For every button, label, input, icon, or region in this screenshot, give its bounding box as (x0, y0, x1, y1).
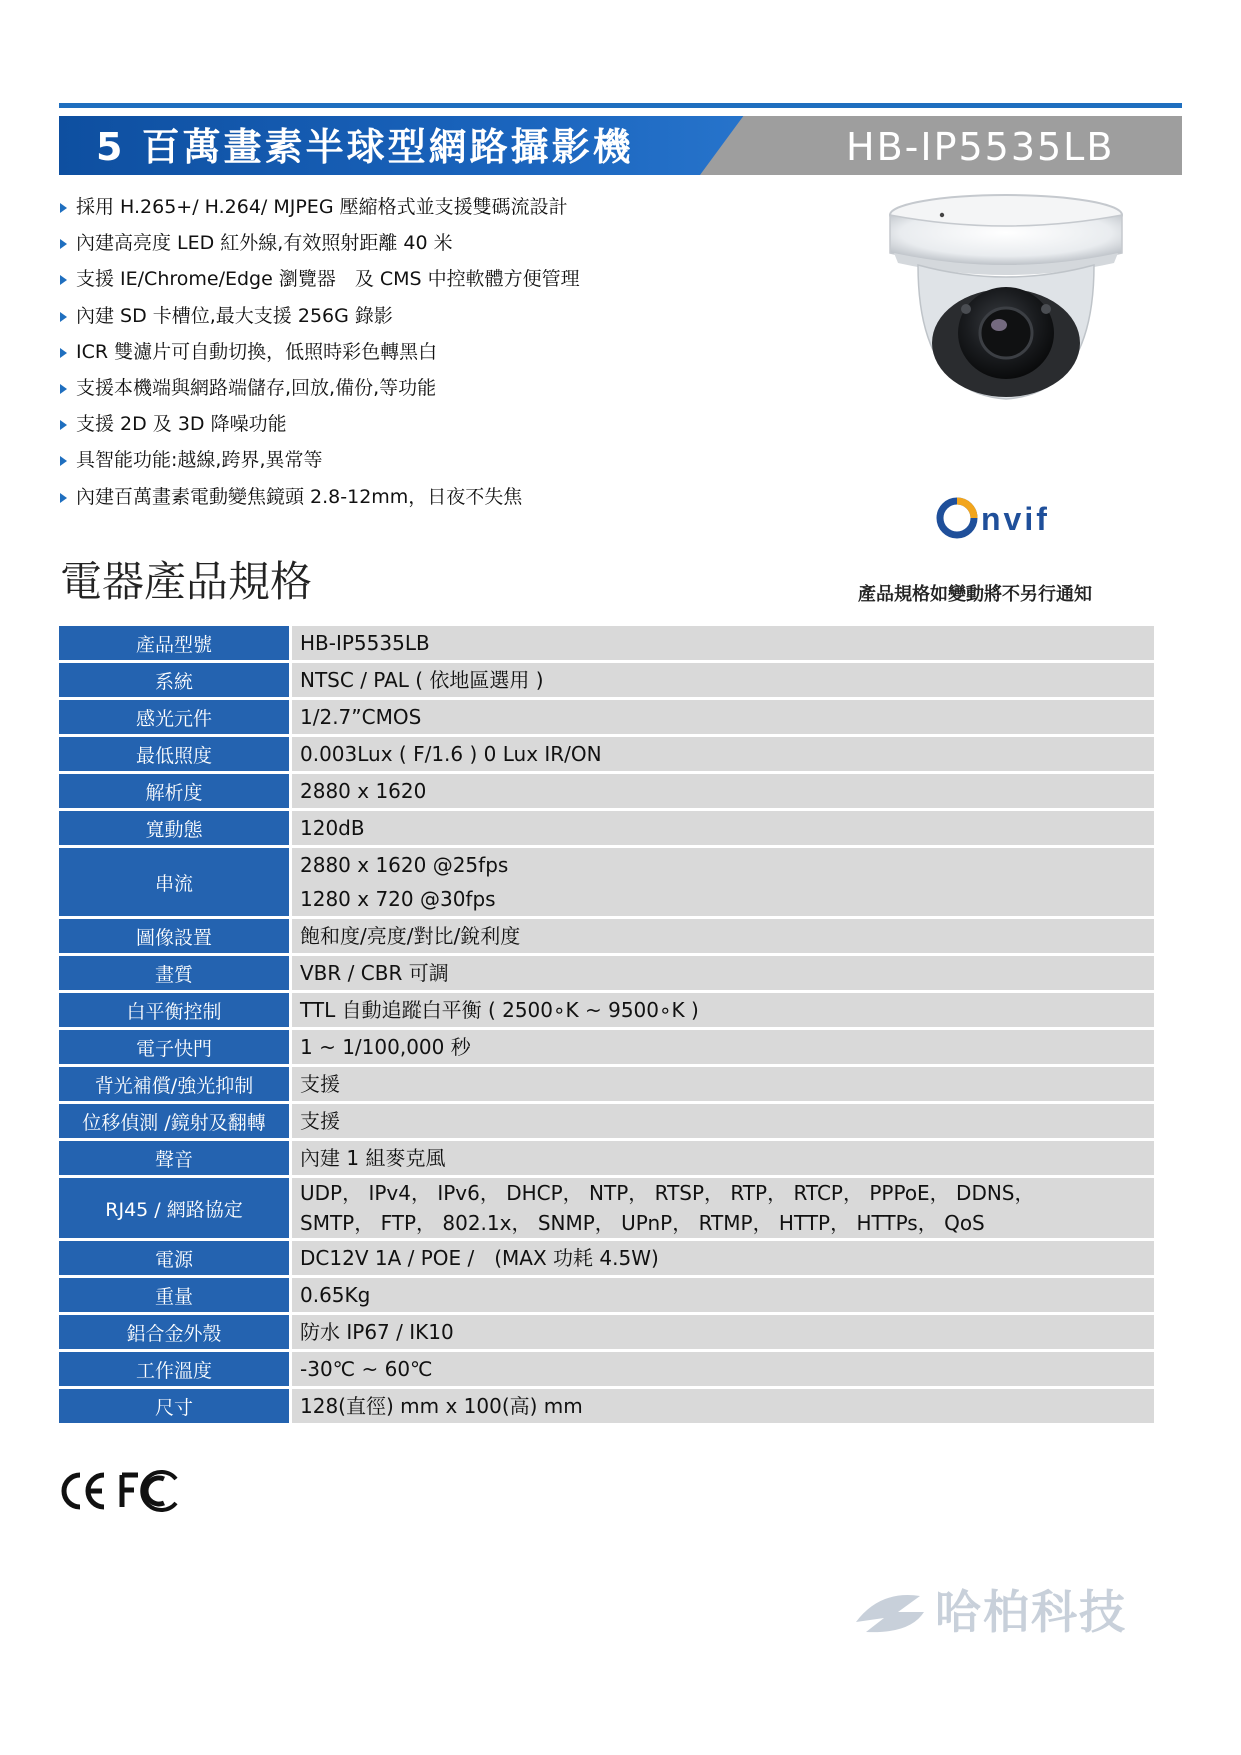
spec-value-line: VBR / CBR 可調 (300, 961, 449, 985)
spec-value-line: TTL 自動追蹤白平衡 ( 2500∘K ~ 9500∘K ) (300, 998, 699, 1022)
spec-value (292, 1278, 1154, 1312)
spec-value (292, 993, 1154, 1027)
spec-row (59, 1141, 1154, 1175)
spec-value (292, 1104, 1154, 1138)
spec-label: 重量 (59, 1278, 292, 1312)
feature-item (60, 406, 860, 442)
spec-row (59, 737, 1154, 771)
spec-value-line: 120dB (300, 816, 365, 840)
bullet-arrow-icon (60, 456, 67, 466)
feature-text: 支援 IE/Chrome/Edge 瀏覽器 及 CMS 中控軟體方便管理 (76, 268, 580, 291)
spec-row (59, 1178, 1154, 1238)
certification-logos (58, 1469, 183, 1513)
spec-value-line: 2880 x 1620 @25fps (300, 853, 509, 877)
feature-text: 內建 SD 卡槽位,最大支援 256G 錄影 (76, 304, 393, 327)
feature-text: 採用 H.265+/ H.264/ MJPEG 壓縮格式並支援雙碼流設計 (76, 196, 568, 218)
spec-row (59, 1315, 1154, 1349)
spec-row (59, 700, 1154, 734)
feature-item (60, 225, 860, 261)
bullet-arrow-icon (60, 384, 67, 394)
spec-row (59, 1241, 1154, 1275)
spec-row (59, 1352, 1154, 1386)
bullet-arrow-icon (60, 239, 67, 249)
spec-section-title: 電器產品規格 (60, 557, 313, 606)
svg-text:nvif: nvif (981, 501, 1050, 537)
spec-label: 感光元件 (59, 700, 292, 734)
spec-label: 工作溫度 (59, 1352, 292, 1386)
spec-change-notice: 產品規格如變動將不另行通知 (858, 584, 1092, 605)
spec-value-line: UDP， IPv4， IPv6， DHCP， NTP， RTSP， RTP， RTCP， PPPoE， DDNS， (300, 1181, 1035, 1205)
spec-value-line: 2880 x 1620 (300, 779, 427, 803)
spec-value (292, 700, 1154, 734)
spec-label: 寬動態 (59, 811, 292, 845)
spec-row (59, 1067, 1154, 1101)
spec-value-line: DC12V 1A / POE / (MAX 功耗 4.5W) (300, 1246, 659, 1270)
bullet-arrow-icon (60, 312, 67, 322)
feature-list (60, 189, 860, 515)
spec-row (59, 1389, 1154, 1423)
spec-value (292, 1067, 1154, 1101)
bullet-arrow-icon (60, 348, 67, 358)
spec-value-line: 1/2.7”CMOS (300, 705, 422, 729)
bullet-arrow-icon (60, 203, 67, 213)
feature-item (60, 189, 860, 225)
spec-value-line: 防水 IP67 / IK10 (300, 1320, 454, 1344)
bullet-arrow-icon (60, 493, 67, 503)
spec-value (292, 1030, 1154, 1064)
spec-label: 電源 (59, 1241, 292, 1275)
feature-item (60, 261, 860, 297)
spec-row (59, 993, 1154, 1027)
bullet-arrow-icon (60, 275, 67, 285)
spec-row (59, 811, 1154, 845)
spec-row (59, 919, 1154, 953)
fcc-mark-icon (122, 1472, 176, 1510)
spec-label: 圖像設置 (59, 919, 292, 953)
company-watermark-text: 哈柏科技 (935, 1585, 1127, 1639)
spec-label: 畫質 (59, 956, 292, 990)
feature-item (60, 370, 860, 406)
feature-text: 內建百萬畫素電動變焦鏡頭 2.8-12mm，日夜不失焦 (76, 485, 523, 508)
spec-value-line: 支援 (300, 1072, 340, 1096)
header-top-stripe (59, 103, 1182, 108)
spec-value (292, 663, 1154, 697)
spec-value-line: -30℃ ~ 60℃ (300, 1357, 433, 1381)
spec-value-line: NTSC / PAL ( 依地區選用 ) (300, 668, 544, 692)
spec-row (59, 1278, 1154, 1312)
spec-table (59, 623, 1154, 1426)
onvif-logo (935, 490, 1085, 546)
spec-value (292, 774, 1154, 808)
spec-label: 白平衡控制 (59, 993, 292, 1027)
spec-value (292, 1389, 1154, 1423)
spec-row (59, 774, 1154, 808)
feature-text: 具智能功能:越線,跨界,異常等 (76, 449, 323, 472)
spec-label: 鋁合金外殼 (59, 1315, 292, 1349)
spec-label: 系統 (59, 663, 292, 697)
feature-item (60, 298, 860, 334)
spec-row (59, 1030, 1154, 1064)
spec-row (59, 626, 1154, 660)
spec-value (292, 626, 1154, 660)
spec-value-line: 0.003Lux ( F/1.6 ) 0 Lux IR/ON (300, 742, 602, 766)
spec-label: 背光補償/強光抑制 (59, 1067, 292, 1101)
spec-value (292, 1352, 1154, 1386)
spec-value (292, 1178, 1154, 1238)
feature-item (60, 479, 860, 515)
spec-value-line: 飽和度/亮度/對比/銳利度 (300, 924, 521, 948)
model-number: HB-IP5535LB (846, 125, 1115, 169)
spec-value-line: 128(直徑) mm x 100(高) mm (300, 1394, 583, 1418)
spec-value (292, 919, 1154, 953)
spec-value (292, 956, 1154, 990)
feature-text: 支援本機端與網路端儲存,回放,備份,等功能 (76, 376, 437, 399)
feature-text: 支援 2D 及 3D 降噪功能 (76, 413, 287, 436)
spec-value-line: 1 ~ 1/100,000 秒 (300, 1035, 471, 1059)
spec-label: 產品型號 (59, 626, 292, 660)
spec-value-line: 0.65Kg (300, 1283, 371, 1307)
spec-value-line: 內建 1 組麥克風 (300, 1146, 446, 1170)
spec-label: 電子快門 (59, 1030, 292, 1064)
spec-value-line: 支援 (300, 1109, 340, 1133)
ce-mark-icon (64, 1475, 104, 1507)
spec-value (292, 1315, 1154, 1349)
spec-row (59, 1104, 1154, 1138)
spec-value-line: HB-IP5535LB (300, 631, 430, 655)
spec-value (292, 1141, 1154, 1175)
spec-value (292, 737, 1154, 771)
bullet-arrow-icon (60, 420, 67, 430)
spec-row (59, 956, 1154, 990)
spec-label: 位移偵測 /鏡射及翻轉 (59, 1104, 292, 1138)
feature-item (60, 334, 860, 370)
spec-label: 尺寸 (59, 1389, 292, 1423)
spec-row (59, 663, 1154, 697)
feature-text: 內建高亮度 LED 紅外線,有效照射距離 40 米 (76, 232, 453, 255)
spec-value (292, 1241, 1154, 1275)
spec-value-line: SMTP， FTP， 802.1x， SNMP， UPnP， RTMP， HTTP， HTTPs， QoS (300, 1211, 985, 1235)
spec-label: RJ45 / 網路協定 (59, 1178, 292, 1238)
spec-label: 串流 (59, 848, 292, 916)
spec-value (292, 811, 1154, 845)
spec-row (59, 848, 1154, 916)
dome-camera-image (878, 193, 1134, 403)
page-title: 5 百萬畫素半球型網路攝影機 (96, 125, 634, 169)
spec-value-line: 1280 x 720 @30fps (300, 887, 496, 911)
spec-label: 聲音 (59, 1141, 292, 1175)
spec-label: 最低照度 (59, 737, 292, 771)
feature-item (60, 442, 860, 478)
spec-label: 解析度 (59, 774, 292, 808)
spec-value (292, 848, 1154, 916)
feature-text: ICR 雙濾片可自動切換，低照時彩色轉黑白 (76, 340, 438, 363)
